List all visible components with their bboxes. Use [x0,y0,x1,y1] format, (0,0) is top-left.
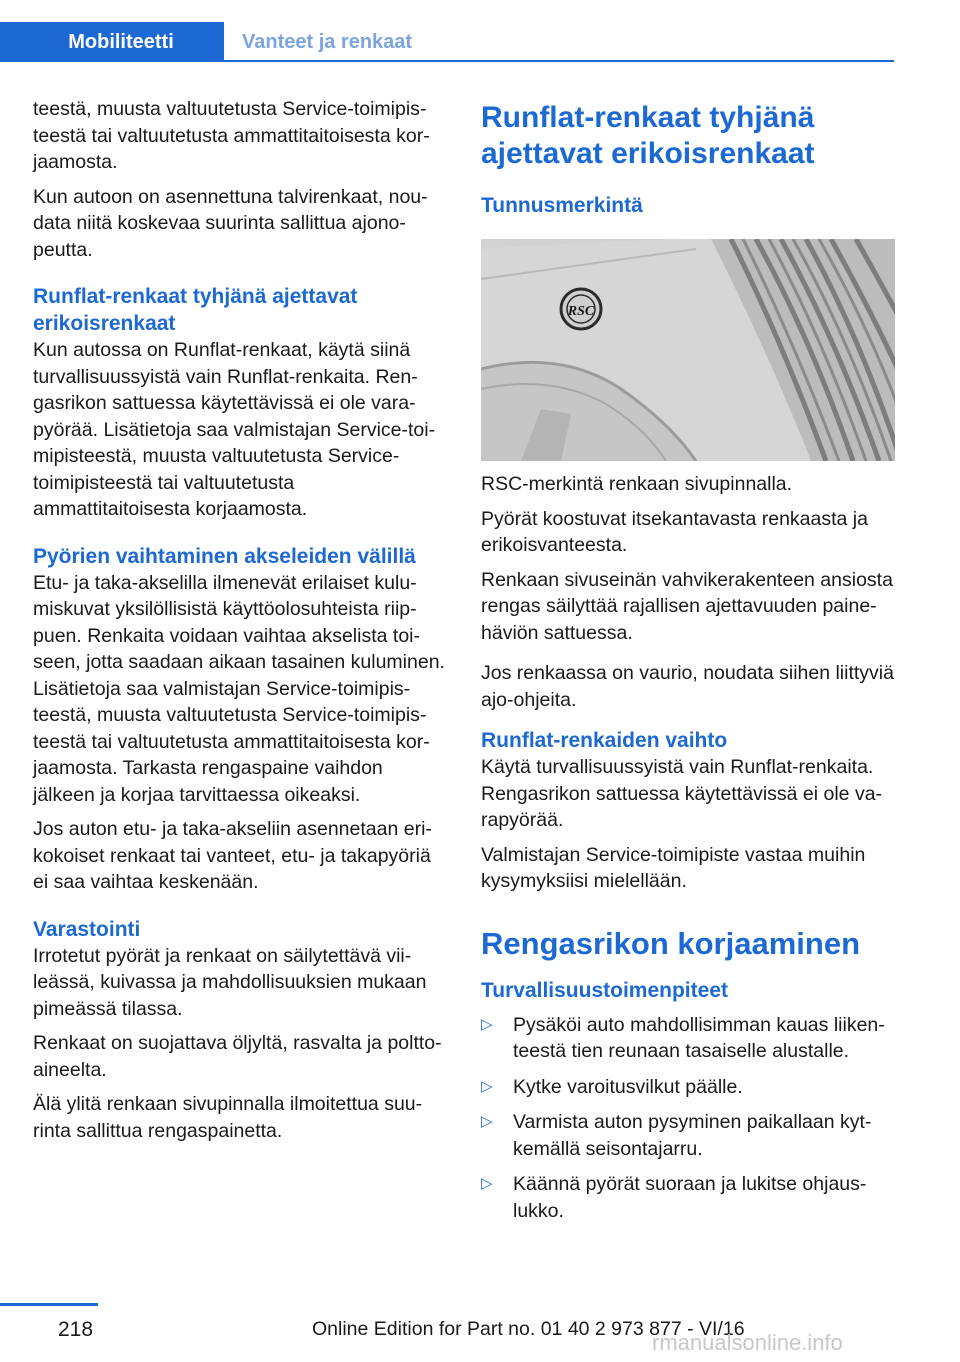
tab-label-active: Mobiliteetti [68,30,174,53]
heading-marking: Tunnusmerkintä [481,194,643,217]
paragraph: Valmistajan Service-toimipiste vastaa muihin kysymyksiisi mielellään. [481,843,866,892]
paragraph: Irrotetut pyörät ja renkaat on säilytettävä viileässä, kuivassa ja mahdollisuuksien mukaan pimeässä tilassa. [33,944,427,1020]
paragraph: Renkaan sivuseinän vahvikerakenteen ansiosta rengas säilyttää rajallisen ajettavuuden painehäviön sattuessa. [481,568,893,644]
section-title-repair: Rengasrikon korjaaminen [481,925,861,961]
tire-sidewall-image [481,239,895,461]
triangle-bullet-icon: ▷ [481,1175,493,1192]
paragraph: Renkaat on suojattava öljyltä, rasvalta ja polttoaineelta. [33,1032,442,1081]
rsc-logo: RSC [567,304,595,319]
left-column [33,96,448,1152]
list-item [481,1074,897,1101]
list-item-text: Varmista auton pysyminen paikallaan kytkemällä seisontajarru. [513,1111,872,1160]
section-title-runflat: Runflat-renkaat tyhjänä ajettavat erikoisrenkaat [481,101,815,170]
figure-caption: RSC-merkintä renkaan sivupinnalla. [481,473,793,495]
paragraph: Älä ylitä renkaan sivupinnalla ilmoitettua suurinta sallittua rengaspainetta. [33,1093,423,1142]
heading-storage: Varastointi [33,917,141,941]
header-divider [224,60,894,62]
paragraph: Kun autoon on asennettuna talvirenkaat, noudata niitä koskevaa suurinta sallittua ajonopeutta. [33,185,428,261]
edition-note: Online Edition for Part no. 01 40 2 973 877 - VI/16 [312,1318,745,1340]
heading-runflat: Runflat-renkaat tyhjänä ajettavat erikoisrenkaat [33,285,358,335]
watermark: rmanualsonline.info [652,1330,843,1355]
tab-label-inactive: Vanteet ja renkaat [242,30,413,53]
footer-divider [0,1303,98,1306]
page-header [0,0,960,62]
paragraph: teestä, muusta valtuutetusta Service-toimipisteestä tai valtuutetusta ammattitaitoisesta korjaamosta. [33,98,430,173]
paragraph: Pyörät koostuvat itsekantavasta renkaasta ja erikoisvanteesta. [481,507,868,556]
list-item-text: Pysäköi auto mahdollisimman kauas liikenteestä tien reunaan tasaiselle alustalle. [513,1013,885,1062]
list-item [481,1171,897,1224]
list-item-text: Käännä pyörät suoraan ja lukitse ohjauslukko. [513,1173,867,1222]
triangle-bullet-icon: ▷ [481,1015,493,1033]
list-item-text: Kytke varoitusvilkut päälle. [513,1075,743,1098]
heading-runflat-change: Runflat-renkaiden vaihto [481,729,728,752]
list-item [481,1109,897,1162]
paragraph: Etu- ja taka-akselilla ilmenevät erilaiset kulumiskuvat yksilöllisistä käyttöolosuhteista riippuen. Renkaita voidaan vaihtaa akselista toiseen, jotta saadaan aikaan tasainen kuluminen. Lisätietoja saa valmistajan Service-toimipisteestä, muusta valtuutetusta Service-toimipisteestä tai valtuutetusta ammattitaitoisesta korjaamosta. Tarkasta rengaspaine vaihdon jälkeen ja korjaa tarvittaessa oikeaksi. [33,571,445,806]
tire-illustration [481,239,895,461]
list-item [481,1012,897,1065]
tab-vanteet-ja-renkaat[interactable] [224,22,412,62]
safety-steps-list [481,1012,897,1225]
paragraph: Käytä turvallisuussyistä vain Runflat-renkaita. Rengasrikon sattuessa käytettävissä ei ole varapyörää. [481,756,883,831]
heading-wheel-swap: Pyörien vaihtaminen akseleiden välillä [33,544,416,568]
triangle-bullet-icon: ▷ [481,1113,493,1130]
right-column [481,100,897,1233]
paragraph: Kun autossa on Runflat-renkaat, käytä siinä turvallisuussyistä vain Runflat-renkaita. Rengasrikon sattuessa käytettävissä ei ole varapyörää. Lisätietoja saa valmistajan Service-toimipisteestä, muusta valtuutetusta Service-toimipisteestä tai valtuutetusta ammattitaitoisesta korjaamosta. [33,339,436,520]
triangle-bullet-icon: ▷ [481,1077,493,1095]
heading-safety-measures: Turvallisuustoimenpiteet [481,978,728,1002]
page-number: 218 [58,1318,94,1341]
paragraph: Jos auton etu- ja taka-akseliin asennetaan erikokoiset renkaat tai vanteet, etu- ja takapyöriä ei saa vaihtaa keskenään. [33,818,432,893]
paragraph: Jos renkaassa on vaurio, noudata siihen liittyviä ajo-ohjeita. [481,662,894,711]
tab-mobiliteetti[interactable] [0,22,224,62]
